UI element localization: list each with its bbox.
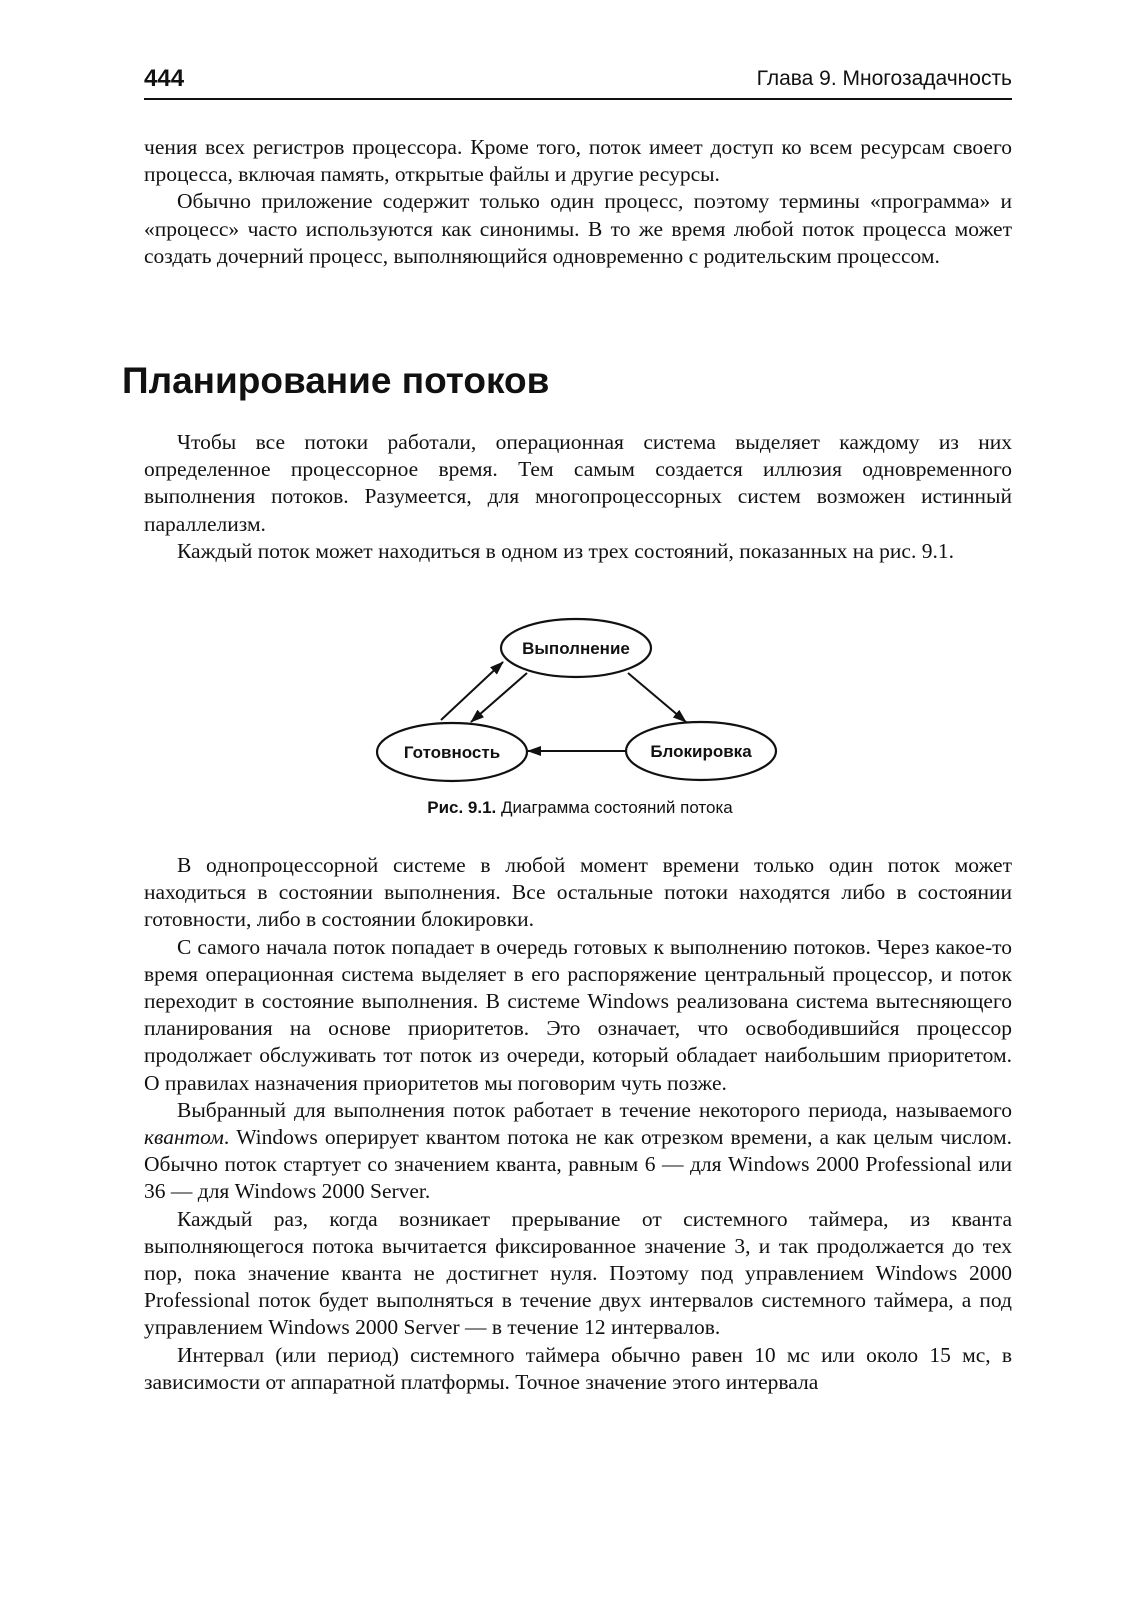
term-quantum: квантом: [144, 1125, 224, 1150]
top-text-block: [144, 134, 1012, 270]
paragraph: Обычно приложение содержит только один процесс, поэтому термины «программа» и «процесс» часто используются как синонимы. В то же время любой поток процесса может создать дочерний процесс, выполняющийся одновременно с родительским процессом.: [144, 189, 1012, 268]
diagram-svg: [370, 612, 790, 802]
arrow-running-to-blocked: [628, 673, 686, 722]
paragraph-text: Выбранный для выполнения поток работает в течение некоторого периода, называемого: [177, 1097, 1012, 1122]
node-ready-label: Готовность: [403, 743, 501, 762]
paragraph: [144, 1097, 1012, 1206]
node-running-label: Выполнение: [522, 639, 630, 658]
chapter-title: Глава 9. Многозадачность: [756, 67, 1012, 90]
running-header: [144, 64, 1012, 100]
paragraph: В однопроцессорной системе в любой момент времени только один поток может находиться в состоянии выполнения. Все остальные потоки находятся либо в состоянии готовности, либо в состоянии блокировки.: [144, 853, 1012, 932]
arrow-ready-to-running: [441, 662, 503, 720]
arrow-running-to-ready: [471, 673, 527, 722]
page-number: 444: [144, 65, 185, 92]
paragraph: Каждый поток может находиться в одном из трех состояний, показанных на рис. 9.1.: [177, 538, 954, 563]
section-heading: Планирование потоков: [122, 360, 550, 401]
body-text-block: [144, 852, 1012, 1396]
paragraph: Чтобы все потоки работали, операционная система выделяет каждому из них определенное процессорное время. Тем самым создается иллюзия одновременного выполнения потоков. Разумеется, для многопроцессорных систем возможен истинный параллелизм.: [144, 430, 1012, 536]
paragraph: чения всех регистров процессора. Кроме того, поток имеет доступ ко всем ресурсам своего процесса, включая память, открытые файлы и другие ресурсы.: [144, 135, 1012, 187]
paragraph: Интервал (или период) системного таймера обычно равен 10 мс или около 15 мс, в зависимости от аппаратной платформы. Точное значение этого интервала: [144, 1342, 1012, 1394]
caption-text: Диаграмма состояний потока: [501, 798, 733, 817]
node-blocked-label: Блокировка: [650, 742, 752, 761]
paragraph: Каждый раз, когда возникает прерывание от системного таймера, из кванта выполняющегося потока вычитается фиксированное значение 3, и так продолжается до тех пор, пока значение кванта не достигнет нуля. Поэтому под управлением Windows 2000 Professional поток будет выполняться в течение двух интервалов системного таймера, а под управлением Windows 2000 Server — в течение 12 интервалов.: [144, 1206, 1012, 1340]
caption-number: Рис. 9.1.: [427, 798, 497, 817]
paragraph: С самого начала поток попадает в очередь готовых к выполнению потоков. Через какое-то время операционная система выделяет в его распоряжение центральный процессор, и поток переходит в состояние выполнения. В системе Windows реализована система вытесняющего планирования на основе приоритетов. Это означает, что освободившийся процессор продолжает обслуживать тот поток из очереди, который обладает наибольшим приоритетом. О правилах назначения приоритетов мы поговорим чуть позже.: [144, 934, 1012, 1095]
paragraph-text: . Windows оперирует квантом потока не как отрезком времени, а как целым числом. Обычно поток стартует со значением кванта, равным 6 — для Windows 2000 Professional или 36 — для Windows 2000 Server.: [144, 1125, 1012, 1204]
section-intro-block: [144, 429, 1012, 565]
figure-caption: [370, 796, 790, 820]
